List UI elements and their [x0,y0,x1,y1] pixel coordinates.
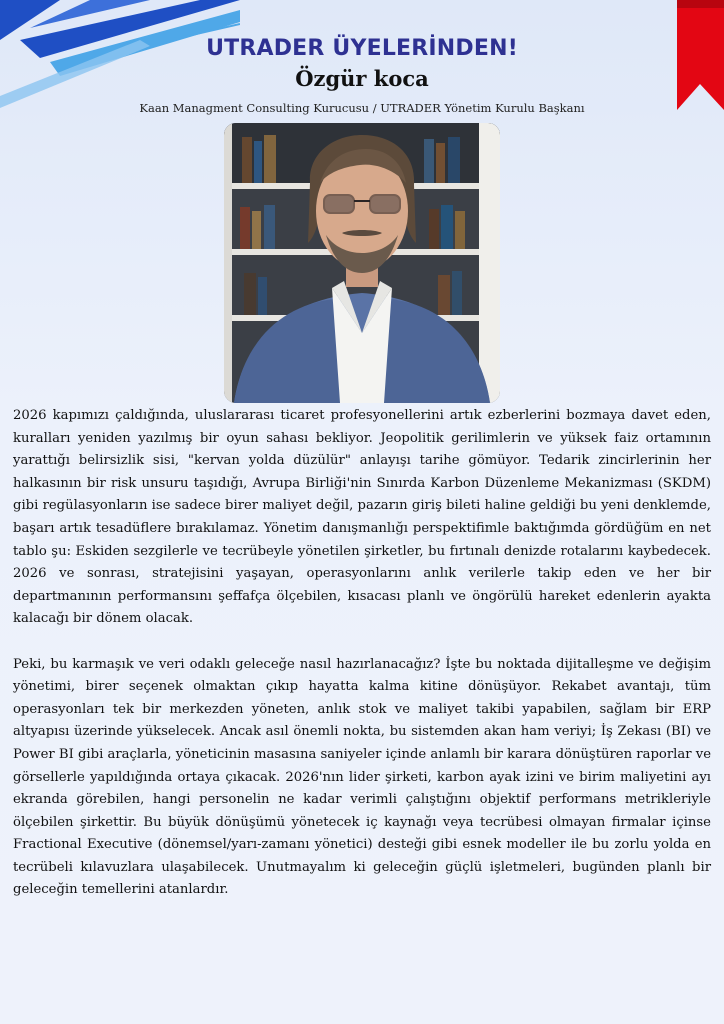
article-paragraph-2: Peki, bu karmaşık ve veri odaklı geleceğe nasıl hazırlanacağız? İşte bu noktada dijitalleşme ve değişim yönetimi, birer seçenek olmaktan çıkıp hayatta kalma kitine dönüşüyor. Rekabet avantajı, tüm operasyonları tek bir merkezden yöneten, anlık stok ve maliyet takibi yapabilen, sağlam bir ERP altyapısı üzerinde yükselecek. Ancak asıl önemli nokta, bu sistemden akan ham veriyi; İş Zekası (BI) ve Power BI gibi araçlarla, yöneticinin masasına saniyeler içinde anlamlı bir karara dönüştüren raporlar ve görsellerle yapıldığında ortaya çıkacak. 2026'nın lider şirketi, karbon ayak izini ve birim maliyetini ayı ekranda görebilen, hangi personelin ne kadar verimli çalıştığını objektif performans metrikleriyle ölçebilen şirkettir. Bu büyük dönüşümü yönetecek iç kaynağı veya tecrübesi olmayan firmalar içinse Fractional Executive (dönemsel/yarı-zamanı yönetici) desteği gibi esnek modeller ile bu zorlu yolda en tecrübeli kılavuzlara ulaşabilecek. Unutmayalım ki geleceğin güçlü işletmeleri, bugünden planlı bir geleceğin temellerini atanlardır. [13,656,711,898]
person-role: Kaan Managment Consulting Kurucusu / UTRADER Yönetim Kurulu Başkanı [139,101,585,115]
person-name: Özgür koca [295,66,429,91]
article-paragraph-1: 2026 kapımızı çaldığında, uluslararası ticaret profesyonellerini artık ezberlerini bozmaya davet eden, kuralları yeniden yazılmış bir oyun sahası bekliyor. Jeopolitik gerilimlerin ve yüksek faiz ortamının yarattığı belirsizlik sisi, "kervan yolda düzülür" anlayışı tarihe gömüyor. Tedarik zincirlerinin her halkasının bir risk unsuru taşıdığı, Avrupa Birliği'nin Sınırda Karbon Düzenleme Mekanizması (SKDM) gibi regülasyonların ise sadece birer maliyet değil, pazarın giriş bileti haline geldiği bu yeni denklemde, başarı artık tesadüflere bırakılamaz. Yönetim danışmanlığı perspektifimle baktığımda gördüğüm en net tablo şu: Eskiden sezgilerle ve tecrübeyle yönetilen şirketler, bu fırtınalı denizde rotalarını kaybedecek. 2026 ve sonrası, stratejisini yaşayan, operasyonlarını anlık verilerle takip eden ve her bir departmanının performansını şeffafça ölçebilen, kısacası planlı ve öngörülü hareket edenlerin ayakta kalacağı bir dönem olacak. [13,408,711,627]
portrait-photo [224,123,500,403]
page-heading: UTRADER ÜYELERİNDEN! [206,36,518,61]
article-body [13,405,711,902]
